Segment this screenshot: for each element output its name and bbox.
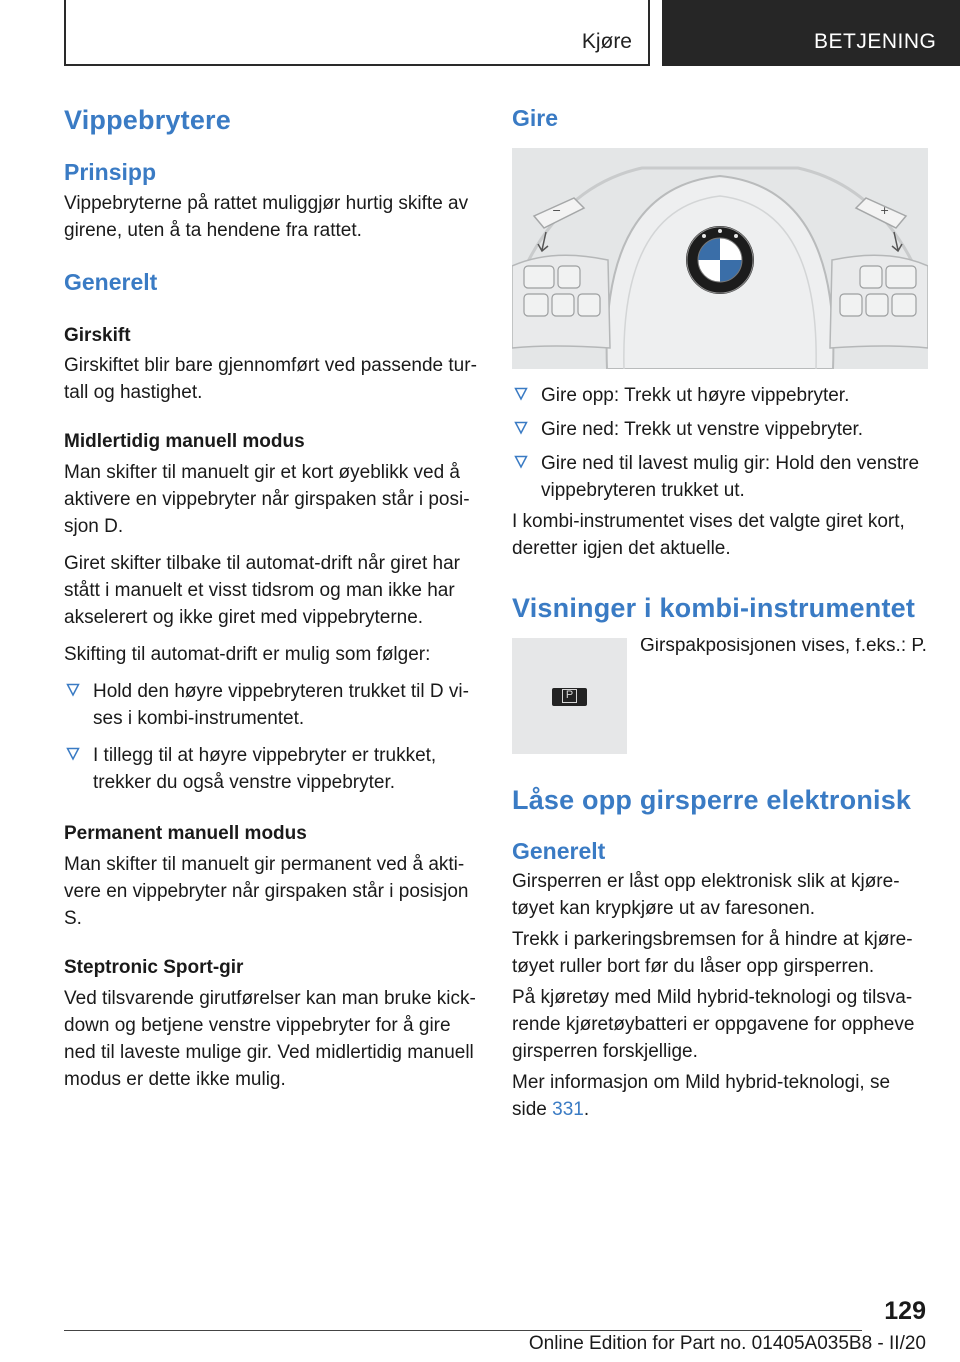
- list-item: [64, 742, 478, 796]
- gear-display-icon: [552, 688, 587, 706]
- page-number: 129: [884, 1297, 926, 1325]
- gear-position-symbol: P: [562, 689, 577, 703]
- temp-text-3: Skifting til automat-drift er mulig som følger:: [64, 644, 431, 665]
- perm-text: Man skifter til manuelt gir permanent ved å aktivere en vippebryter når girspaken står i posisjon S.: [64, 854, 469, 929]
- heading-steptronic: Steptronic Sport-gir: [64, 957, 244, 978]
- header-chapter-tab: [662, 0, 960, 66]
- list-item-text: Hold den høyre vippebryteren trukket til D vises i kombi-instrumentet.: [93, 681, 469, 729]
- gire-text: I kombi-instrumentet vises det valgte giret kort, deretter igjen det aktuelle.: [512, 511, 905, 559]
- steering-wheel-illustration: [512, 148, 928, 369]
- unlock-text-3: På kjøretøy med Mild hybrid-teknologi og tilsvarende kjøretøybatteri er oppgavene for oppheve girsperren forskjellige.: [512, 987, 915, 1062]
- header-section-box: [64, 0, 650, 66]
- display-block: [512, 638, 928, 754]
- header-section-title: Kjøre: [581, 30, 632, 53]
- triangle-bullet-icon: [66, 683, 80, 697]
- svg-text:−: −: [552, 204, 562, 217]
- footer-edition: Online Edition for Part no. 01405A035B8 - II/20: [528, 1333, 926, 1354]
- list-item: [64, 678, 478, 732]
- heading-permanent: Permanent manuell modus: [64, 823, 307, 844]
- triangle-bullet-icon: [514, 421, 528, 435]
- header-chapter-title: BETJENING: [814, 30, 937, 53]
- list-item: [512, 450, 928, 504]
- shift-text: Girskiftet blir bare gjennomført ved passende turtall og hastighet.: [64, 355, 477, 403]
- sport-text: Ved tilsvarende girutførelser kan man bruke kickdown og betjene venstre vippebryter for å gire ned til laveste mulige gir. Ved midlertidig manuell modus er dette ikke mulig.: [64, 988, 476, 1090]
- list-item-text: Gire ned: Trekk ut venstre vippebryter.: [541, 419, 864, 440]
- heading-generelt: Generelt: [64, 269, 158, 295]
- kombi-display-illustration: [512, 638, 627, 754]
- unlock-text-1: Girsperren er låst opp elektronisk slik at kjøretøyet kan krypkjøre ut av faresonen.: [512, 871, 900, 919]
- list-item-text: Gire ned til lavest mulig gir: Hold den venstre vippebryteren trukket ut.: [541, 453, 920, 501]
- list-item-text: I tillegg til at høyre vippebryter er trukket, trekker du også venstre vippebryter.: [93, 745, 437, 793]
- left-column: [64, 100, 478, 1093]
- heading-laase-opp: Låse opp girsperre elektronisk: [512, 785, 912, 815]
- gire-list: [512, 382, 928, 504]
- heading-gire: Gire: [512, 105, 559, 131]
- heading-midlertidig: Midlertidig manuell modus: [64, 431, 305, 452]
- temp-list: [64, 678, 478, 796]
- right-column: [512, 100, 928, 1123]
- temp-text-2: Giret skifter tilbake til automat-drift når giret har stått i manuelt et visst tidsrom og man ikke har akselerert og ikke giret med vippebryterne.: [64, 553, 460, 628]
- heading-girskift: Girskift: [64, 325, 131, 346]
- triangle-bullet-icon: [514, 387, 528, 401]
- triangle-bullet-icon: [514, 455, 528, 469]
- list-item: [512, 416, 928, 443]
- list-item-text: Gire opp: Trekk ut høyre vippebryter.: [541, 385, 850, 406]
- steering-wheel-icon: [512, 148, 928, 369]
- unlock-text-2: Trekk i parkeringsbremsen for å hindre at kjøretøyet ruller bort før du låser opp girsperren.: [512, 929, 913, 977]
- unlock-text-4-pre: Mer informasjon om Mild hybrid-teknologi, se side: [512, 1072, 891, 1120]
- title-vippebrytere: Vippebrytere: [64, 105, 231, 135]
- page-link-331[interactable]: 331: [552, 1099, 584, 1120]
- temp-text-1: Man skifter til manuelt gir et kort øyeblikk ved å aktivere en vippebryter når girspaken står i posisjon D.: [64, 462, 470, 537]
- heading-visninger: Visninger i kombi-instrumentet: [512, 593, 916, 623]
- unlock-text-4: [512, 1069, 928, 1123]
- triangle-bullet-icon: [66, 747, 80, 761]
- principle-text: Vippebryterne på rattet muliggjør hurtig skifte av girene, uten å ta hendene fra rattet.: [64, 193, 469, 241]
- display-text: Girspakposisjonen vises, f.eks.: P.: [640, 638, 927, 656]
- unlock-text-4-post: .: [583, 1099, 590, 1120]
- list-item: [512, 382, 928, 409]
- heading-generelt-right: Generelt: [512, 838, 606, 864]
- heading-prinsipp: Prinsipp: [64, 159, 157, 185]
- svg-text:+: +: [880, 204, 890, 217]
